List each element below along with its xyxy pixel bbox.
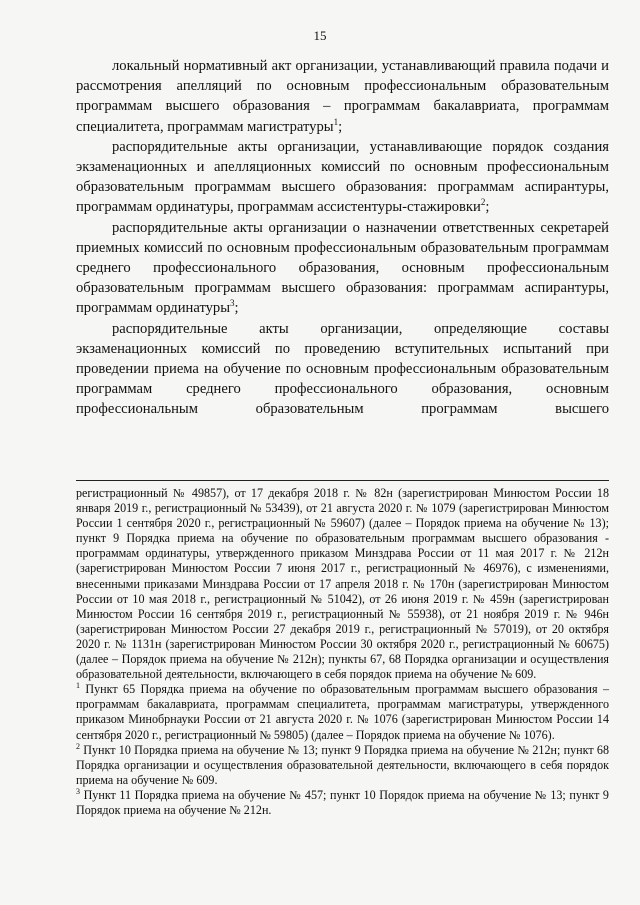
footnote-2 [76, 743, 609, 788]
paragraph-appeals-act [76, 56, 609, 137]
paragraph-text: распорядительные акты организации о назначении ответственных секретарей приемных комиссий по основным профессиональным образовательным программам среднего профессионального образования, основным профессиональным образовательным программам высшего образования: программам аспирантуры, программам ординатуры [76, 219, 609, 317]
paragraph-text: распорядительные акты организации, определяющие составы экзаменационных комиссий по проведению вступительных испытаний при проведении приема на обучение по основным профессиональным образовательным программам среднего профессионального образования, основным профессиональным образовательным программам высшего [76, 320, 609, 418]
paragraph-secretaries-acts [76, 218, 609, 319]
paragraph-exam-commissions-acts [76, 319, 609, 420]
footnote-ref: 1 [333, 116, 339, 127]
footnotes [76, 486, 609, 818]
footnote-continuation: регистрационный № 49857), от 17 декабря 2018 г. № 82н (зарегистрирован Минюстом России 18 января 2019 г., регистрационный № 53439), от 21 августа 2020 г. № 1079 (зарегистрирован Минюстом России 1 сентября 2020 г., регистрационный № 59607) (далее – Порядок приема на обучение № 13); пункт 9 Порядка приема на обучение по образовательным программам высшего образования - программам ординатуры, утвержденного приказом Минздрава России от 11 мая 2017 г. № 212н (зарегистрирован Минюстом России 7 июня 2017 г., регистрационный № 46976), с изменениями, внесенными приказами Минздрава России от 17 апреля 2018 г. № 170н (зарегистрирован Минюстом России от 10 мая 2018 г., регистрационный № 51042), от 26 июня 2019 г. № 459н (зарегистрирован Минюстом России 16 сентября 2019 г., регистрационный № 55938), от 21 ноября 2019 г. № 946н (зарегистрирован Минюстом России 27 декабря 2019 г., регистрационный № 57019), от 20 октября 2020 г. № 1131н (зарегистрирован Минюстом России 30 октября 2020 г., регистрационный № 60675) (далее – Порядок приема на обучение № 212н); пункты 67, 68 Порядка организации и осуществления образовательной деятельности, включающего в себя порядок приема на обучение № 609. [76, 486, 609, 682]
footnote-text: Пункт 10 Порядка приема на обучение № 13; пункт 9 Порядка приема на обучение № 212н; пункт 68 Порядка организации и осуществления образовательной деятельности, включающего в себя порядок приема на обучение № 609. [76, 742, 609, 787]
paragraph-text: локальный нормативный акт организации, устанавливающий правила подачи и рассмотрения апелляций по основным профессиональным образовательным программам высшего образования – программам бакалавриата, программам специалитета, программам магистратуры [76, 58, 609, 135]
footnote-text: Пункт 11 Порядка приема на обучение № 457; пункт 10 Порядок приема на обучение № 13; пункт 9 Порядок приема на обучение № 212н. [76, 787, 609, 817]
footnote-mark: 1 [76, 681, 80, 691]
page-number: 15 [313, 28, 327, 43]
footnote-separator [76, 480, 609, 481]
footnote-1 [76, 682, 609, 742]
paragraph-commissions-acts [76, 137, 609, 218]
footnote-mark: 2 [76, 741, 80, 751]
footnote-text: Пункт 65 Порядка приема на обучение по образовательным программам высшего образования – программам бакалавриата, программам специалитета, программам магистратуры, утвержденного приказом Минобрнауки России от 21 августа 2020 г. № 1076 (зарегистрирован Минюстом России 14 сентября 2020 г., регистрационный № 59805) (далее – Порядок приема на обучение № 1076). [76, 682, 609, 742]
footnote-mark: 3 [76, 786, 80, 796]
footnote-3 [76, 788, 609, 818]
footnote-ref: 2 [480, 197, 486, 208]
paragraph-text: распорядительные акты организации, устанавливающие порядок создания экзаменационных и апелляционных комиссий по основным профессиональным образовательным программам высшего образования: программам аспирантуры, программам ординатуры, программам ассистентуры-стажировки [76, 138, 609, 216]
paragraph-tail: ; [338, 118, 343, 135]
footnote-ref: 3 [230, 298, 235, 309]
body-text [76, 56, 609, 420]
paragraph-tail: ; [485, 199, 490, 216]
paragraph-tail: ; [234, 300, 239, 317]
